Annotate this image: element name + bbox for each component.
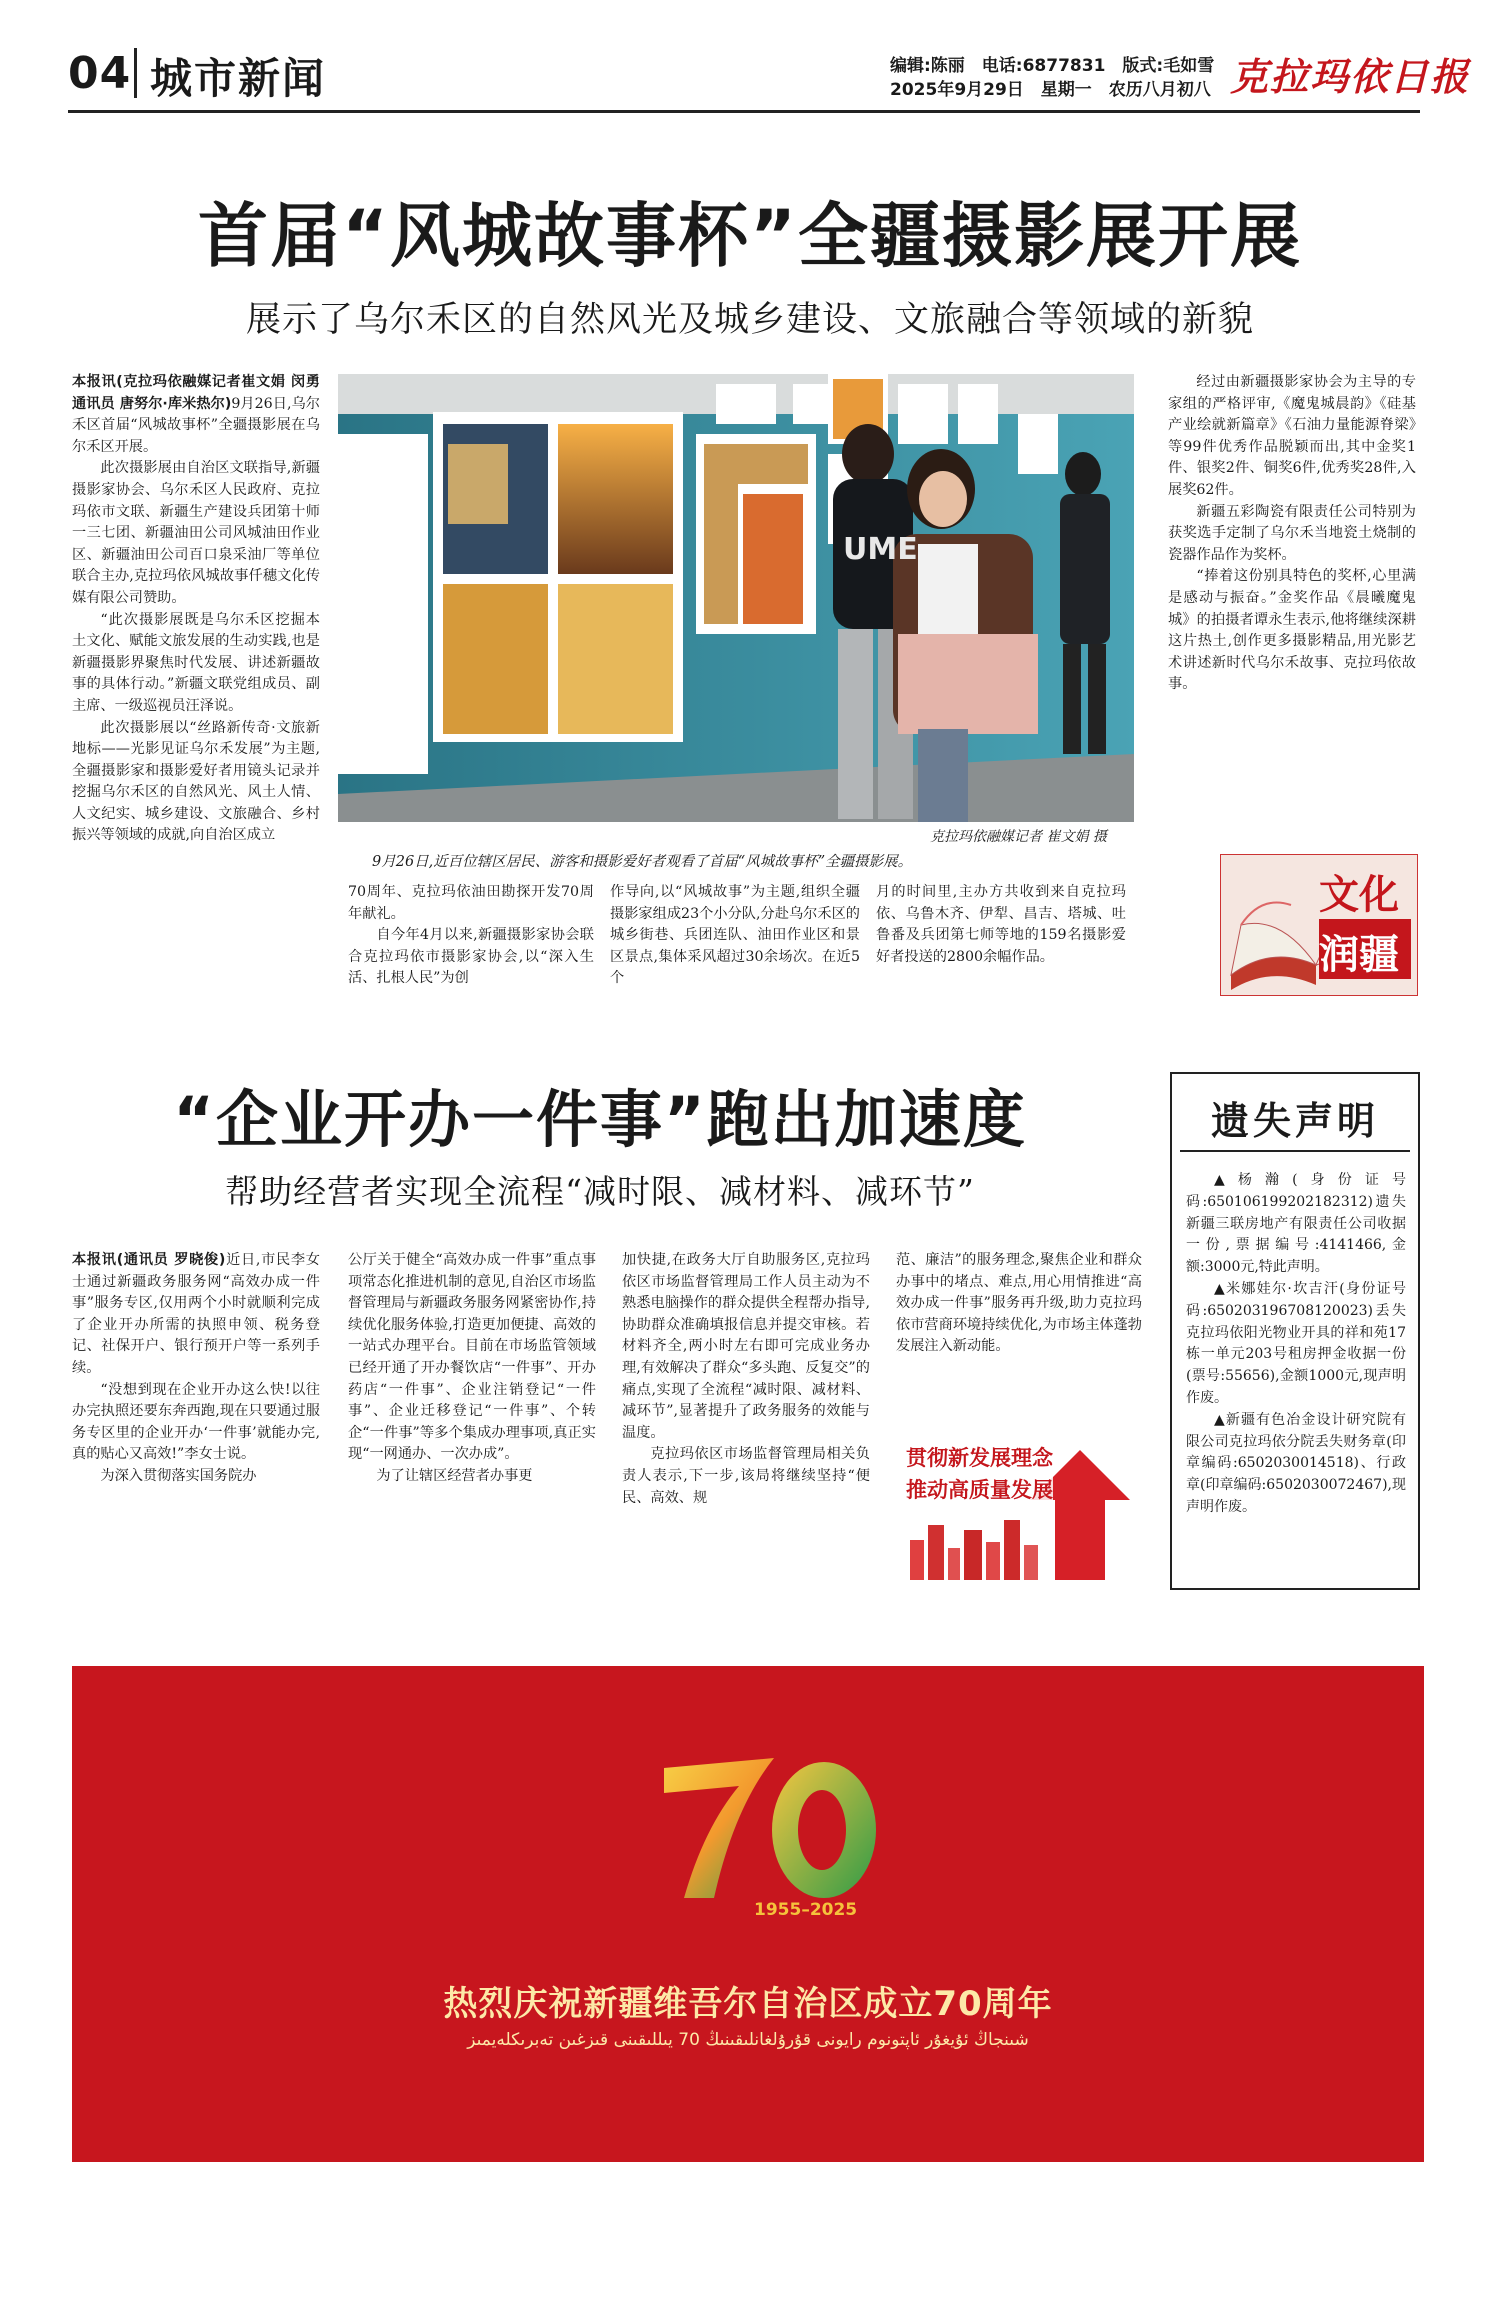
page-number: 04 [68, 48, 132, 99]
story1-lead: 本报讯(克拉玛依融媒记者崔文娟 闵勇 通讯员 唐努尔·库米热尔)9月26日,乌尔禾区首届“风城故事杯”全疆摄影展在乌尔禾区开展。 [72, 374, 320, 455]
story1-p6: 经过由新疆摄影家协会为主导的专家组的严格评审,《魔鬼城晨韵》《硅基产业绘就新篇章》《石油力量能源脊梁》等99件优秀作品脱颖而出,其中金奖1件、银奖2件、铜奖6件,优秀奖28件,入展奖62件。 [1168, 374, 1416, 498]
story1-col3: 作导向,以“风城故事”为主题,组织全疆摄影家组成23个小分队,分赴乌尔禾区的城乡街巷、兵团连队、油田作业区和景区景点,集体采风超过30余场次。在近5个 [610, 884, 860, 987]
story2-p5: 克拉玛依区市场监督管理局相关负责人表示,下一步,该局将继续坚持“便民、高效、规 [622, 1446, 870, 1506]
story1-p4: 此次摄影展以“丝路新传奇·文旅新地标——光影见证乌尔禾发展”为主题,全疆摄影家和摄影爱好者用镜头记录并挖掘乌尔禾区的自然风光、风土人情、人文纪实、城乡建设、文旅融合、乡村振兴等领域的成就,向自治区成立 [72, 719, 320, 844]
story2-byline: 本报讯(通讯员 罗晓俊) [72, 1252, 226, 1268]
lost-notice-title: 遗失声明 [1210, 1099, 1379, 1143]
story2-p2: “没想到现在企业开办这么快!以往办完执照还要东奔西跑,现在只要通过服务专区里的企业开办‘一件事’就能办完,真的贴心又高效!”李女士说。 [72, 1381, 320, 1463]
lost-notice-body [1186, 1170, 1406, 1519]
photo-shirt-text: UME [843, 532, 918, 567]
story1-col5 [1168, 372, 1416, 696]
story2-p3: 为深入贯彻落实国务院办 [100, 1467, 257, 1484]
anniversary-headline: 热烈庆祝新疆维吾尔自治区成立70周年 [443, 1984, 1053, 2024]
culture-badge [1220, 854, 1418, 996]
develop-badge-line1: 贯彻新发展理念 [906, 1442, 1053, 1472]
story1-byline: 本报讯(克拉玛依融媒记者崔文娟 闵勇 通讯员 唐努尔·库米热尔) [72, 374, 320, 412]
anniversary-uyghur: شىنجاڭ ئۇيغۇر ئاپتونوم رايونى قۇرۇلغانلىقىنىڭ 70 يىللىقىنى قىزغىن تەبرىكلەيمىز [467, 2030, 1029, 2050]
develop-badge [900, 1430, 1140, 1580]
story1-col4: 月的时间里,主办方共收到来自克拉玛依、乌鲁木齐、伊犁、昌吉、塔城、吐鲁番及兵团第七师等地的159名摄影爱好者投送的2800余幅作品。 [876, 884, 1126, 965]
story1-col1 [72, 372, 320, 847]
story2-p4: 为了让辖区经营者办事更 [376, 1467, 533, 1484]
story2-col4: 范、廉洁”的服务理念,聚焦企业和群众办事中的堵点、难点,用心用情推进“高效办成一件事”服务再升级,助力克拉玛依市营商环境持续优化,为市场主体蓬勃发展注入新动能。 [896, 1252, 1142, 1355]
culture-badge-line2: 润疆 [1319, 932, 1399, 978]
anniversary-years: 1955–2025 [754, 1900, 858, 1920]
story1-p8: “捧着这份别具特色的奖杯,心里满是感动与振奋。”金奖作品《晨曦魔鬼城》的拍摄者谭永生表示,他将继续深耕这片热土,创作更多摄影精品,用光影艺术讲述新时代乌尔禾故事、克拉玛依故事。 [1168, 568, 1416, 693]
story1-p3: “此次摄影展既是乌尔禾区挖掘本土文化、赋能文旅发展的生动实践,也是新疆摄影界聚焦时代发展、讲述新疆故事的具体行动。”新疆文联党组成员、副主席、一级巡视员汪泽说。 [72, 611, 320, 714]
date-line: 2025年9月29日 星期一 农历八月初八 [890, 80, 1211, 100]
header-info [890, 54, 1214, 102]
story2-subhead: 帮助经营者实现全流程“减时限、减材料、减环节” [225, 1172, 975, 1211]
culture-badge-line1: 文化 [1319, 872, 1399, 918]
lost-notice-1: ▲杨瀚(身份证号码:650106199202182312)遗失新疆三联房地产有限责任公司收据一份,票据编号:4141466,金额:3000元,特此声明。 [1186, 1172, 1406, 1276]
story2-col1 [72, 1250, 320, 1488]
story1-p2: 此次摄影展由自治区文联指导,新疆摄影家协会、乌尔禾区人民政府、克拉玛依市文联、新疆生产建设兵团第十师一三七团、新疆油田公司风城油田作业区、新疆油田公司百口泉采油厂等单位联合主办,克拉玛依风城故事仟穗文化传媒有限公司赞助。 [72, 460, 320, 606]
header-rule [68, 110, 1420, 113]
story1-p5: 自今年4月以来,新疆摄影家协会联合克拉玛依市摄影家协会,以“深入生活、扎根人民”为创 [348, 927, 594, 987]
lost-notice-rule [1180, 1150, 1410, 1152]
story1-headline: 首届“风城故事杯”全疆摄影展开展 [197, 195, 1302, 277]
story1-col2: 70周年、克拉玛依油田勘探开发70周年献礼。 自今年4月以来,新疆摄影家协会联合克拉玛依市摄影家协会,以“深入生活、扎根人民”为创 [348, 882, 594, 990]
header-divider [134, 48, 137, 98]
story2-col2: 公厅关于健全“高效办成一件事”重点事项常态化推进机制的意见,自治区市场监督管理局与新疆政务服务网紧密协作,持续优化服务体验,打造更加便捷、高效的一站式办理平台。目前在市场监管领域已经开通了开办餐饮店“一件事”、开办药店“一件事”、企业注销登记“一件事”、企业迁移登记“一件事”、个转企“一件事”等多个集成办理事项,真正实现“一网通办、一次办成”。 为了让辖区经营者办事更 [348, 1250, 596, 1488]
masthead: 克拉玛依日报 [1230, 54, 1471, 99]
story1-p7: 新疆五彩陶瓷有限责任公司特别为获奖选手定制了乌尔禾当地瓷土烧制的瓷器作品作为奖杯。 [1168, 503, 1416, 563]
exhibition-photo [338, 374, 1134, 822]
photo-credit: 克拉玛依融媒记者 崔文娟 摄 [930, 829, 1107, 845]
photo-caption: 9月26日,近百位辖区居民、游客和摄影爱好者观看了首届“风城故事杯”全疆摄影展。 [372, 854, 913, 870]
editor-line: 编辑:陈丽 电话:6877831 版式:毛如雪 [890, 56, 1215, 76]
story2-col3: 加快捷,在政务大厅自助服务区,克拉玛依区市场监督管理局工作人员主动为不熟悉电脑操作的群众提供全程帮办指导,协助群众准确填报信息并提交审核。若材料齐全,两小时左右即可完成业务办理,有效解决了群众“多头跑、反复交”的痛点,实现了全流程“减时限、减材料、减环节”,显著提升了政务服务的效能与温度。 克拉玛依区市场监督管理局相关负责人表示,下一步,该局将继续坚持“便民、高效、规 [622, 1250, 870, 1509]
anniversary-banner [72, 1666, 1424, 2162]
lost-notice-2: ▲米娜娃尔·坎吉汗(身份证号码:650203196708120023)丢失克拉玛依阳光物业开具的祥和苑17栋一单元203号租房押金收据一份(票号:55656),金额1000元,现声明作废。 [1186, 1280, 1406, 1406]
story2-headline: “企业开办一件事”跑出加速度 [173, 1083, 1027, 1156]
section-title: 城市新闻 [150, 54, 327, 103]
lost-notice-3: ▲新疆有色冶金设计研究院有限公司克拉玛依分院丢失财务章(印章编码:6502030014518)、行政章(印章编码:6502030072467),现声明作废。 [1186, 1411, 1406, 1515]
story2-lead: 本报讯(通讯员 罗晓俊)近日,市民李女士通过新疆政务服务网“高效办成一件事”服务专区,仅用两个小时就顺利完成了企业开办所需的执照申领、税务登记、社保开户、银行预开户等一系列手续。 [72, 1252, 320, 1376]
develop-badge-line2: 推动高质量发展 [906, 1474, 1053, 1504]
exhibition-photo-art [338, 374, 1134, 822]
story1-subhead: 展示了乌尔禾区的自然风光及城乡建设、文旅融合等领域的新貌 [245, 300, 1254, 340]
